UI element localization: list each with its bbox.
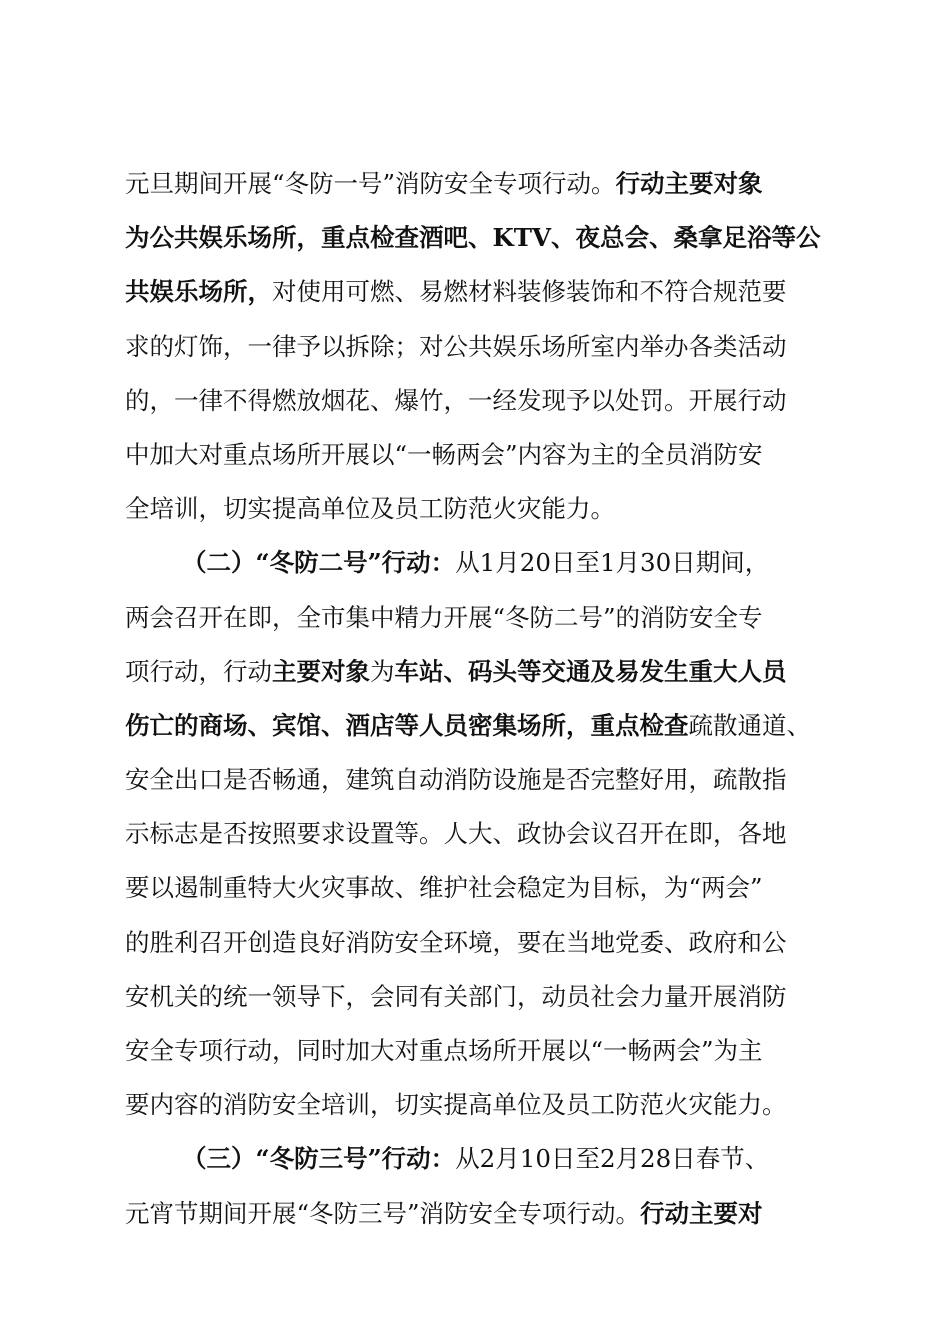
text-line <box>125 591 845 645</box>
section-heading-line <box>125 536 845 590</box>
text-line <box>125 699 845 753</box>
text-line <box>125 807 845 861</box>
text-line <box>125 428 845 482</box>
text-line <box>125 1078 845 1132</box>
text-segment: 示标志是否按照要求设置等。人大、政协会议召开在即，各地 <box>125 819 787 849</box>
bold-text-segment: 主要对象 <box>272 656 370 686</box>
text-segment: 疏散通道、 <box>688 710 811 740</box>
text-segment: 安全出口是否畅通，建筑自动消防设施是否完整好用，疏散指 <box>125 765 787 795</box>
bold-text-segment: 伤亡的商场、宾馆、酒店等人员密集场所，重点检查 <box>125 710 689 740</box>
text-line <box>125 265 845 319</box>
text-segment: 从2月10日至2月28日春节、 <box>455 1144 770 1174</box>
text-segment: 中加大对重点场所开展以“一畅两会”内容为主的全员消防安 <box>125 439 763 469</box>
bold-text-segment: 行动主要对 <box>640 1198 763 1228</box>
text-line <box>125 211 845 265</box>
text-line <box>125 753 845 807</box>
text-line <box>125 970 845 1024</box>
section-heading-line <box>125 1132 845 1186</box>
text-line <box>125 916 845 970</box>
text-line <box>125 482 845 536</box>
bold-text-segment: （三）“冬防三号”行动： <box>182 1144 456 1174</box>
text-segment: 要内容的消防安全培训，切实提高单位及员工防范火灾能力。 <box>125 1090 787 1120</box>
text-segment: 的，一律不得燃放烟花、爆竹，一经发现予以处罚。开展行动 <box>125 385 787 415</box>
text-line <box>125 320 845 374</box>
text-segment: 从1月20日至1月30日期间， <box>455 548 770 578</box>
text-line <box>125 1024 845 1078</box>
text-segment: 元宵节期间开展“冬防三号”消防安全专项行动。 <box>125 1198 641 1228</box>
text-line <box>125 861 845 915</box>
bold-text-segment: 车站、码头等交通及易发生重大人员 <box>394 656 787 686</box>
text-line <box>125 645 845 699</box>
text-line <box>125 374 845 428</box>
text-line <box>125 1187 845 1241</box>
text-segment: 要以遏制重特大火灾事故、维护社会稳定为目标，为“两会” <box>125 873 763 903</box>
text-segment: 两会召开在即，全市集中精力开展“冬防二号”的消防安全专 <box>125 602 763 632</box>
text-segment: 的胜利召开创造良好消防安全环境，要在当地党委、政府和公 <box>125 927 787 957</box>
bold-text-segment: 为公共娱乐场所，重点检查酒吧、KTV、夜总会、桑拿足浴等公 <box>125 223 821 253</box>
body-text <box>125 157 845 1241</box>
text-line <box>125 157 845 211</box>
text-segment: 求的灯饰，一律予以拆除；对公共娱乐场所室内举办各类活动 <box>125 331 787 361</box>
text-segment: 项行动，行动 <box>125 656 272 686</box>
bold-text-segment: 行动主要对象 <box>615 169 763 198</box>
bold-text-segment: （二）“冬防二号”行动： <box>182 548 456 578</box>
bold-text-segment: 共娱乐场所， <box>125 277 272 307</box>
text-segment: 元旦期间开展“冬防一号”消防安全专项行动。 <box>125 169 616 198</box>
text-segment: 全培训，切实提高单位及员工防范火灾能力。 <box>125 494 615 524</box>
text-segment: 为 <box>370 656 395 686</box>
text-segment: 对使用可燃、易燃材料装修装饰和不符合规范要 <box>272 277 787 307</box>
text-segment: 安全专项行动，同时加大对重点场所开展以“一畅两会”为主 <box>125 1036 763 1065</box>
text-segment: 安机关的统一领导下，会同有关部门，动员社会力量开展消防 <box>125 981 787 1011</box>
